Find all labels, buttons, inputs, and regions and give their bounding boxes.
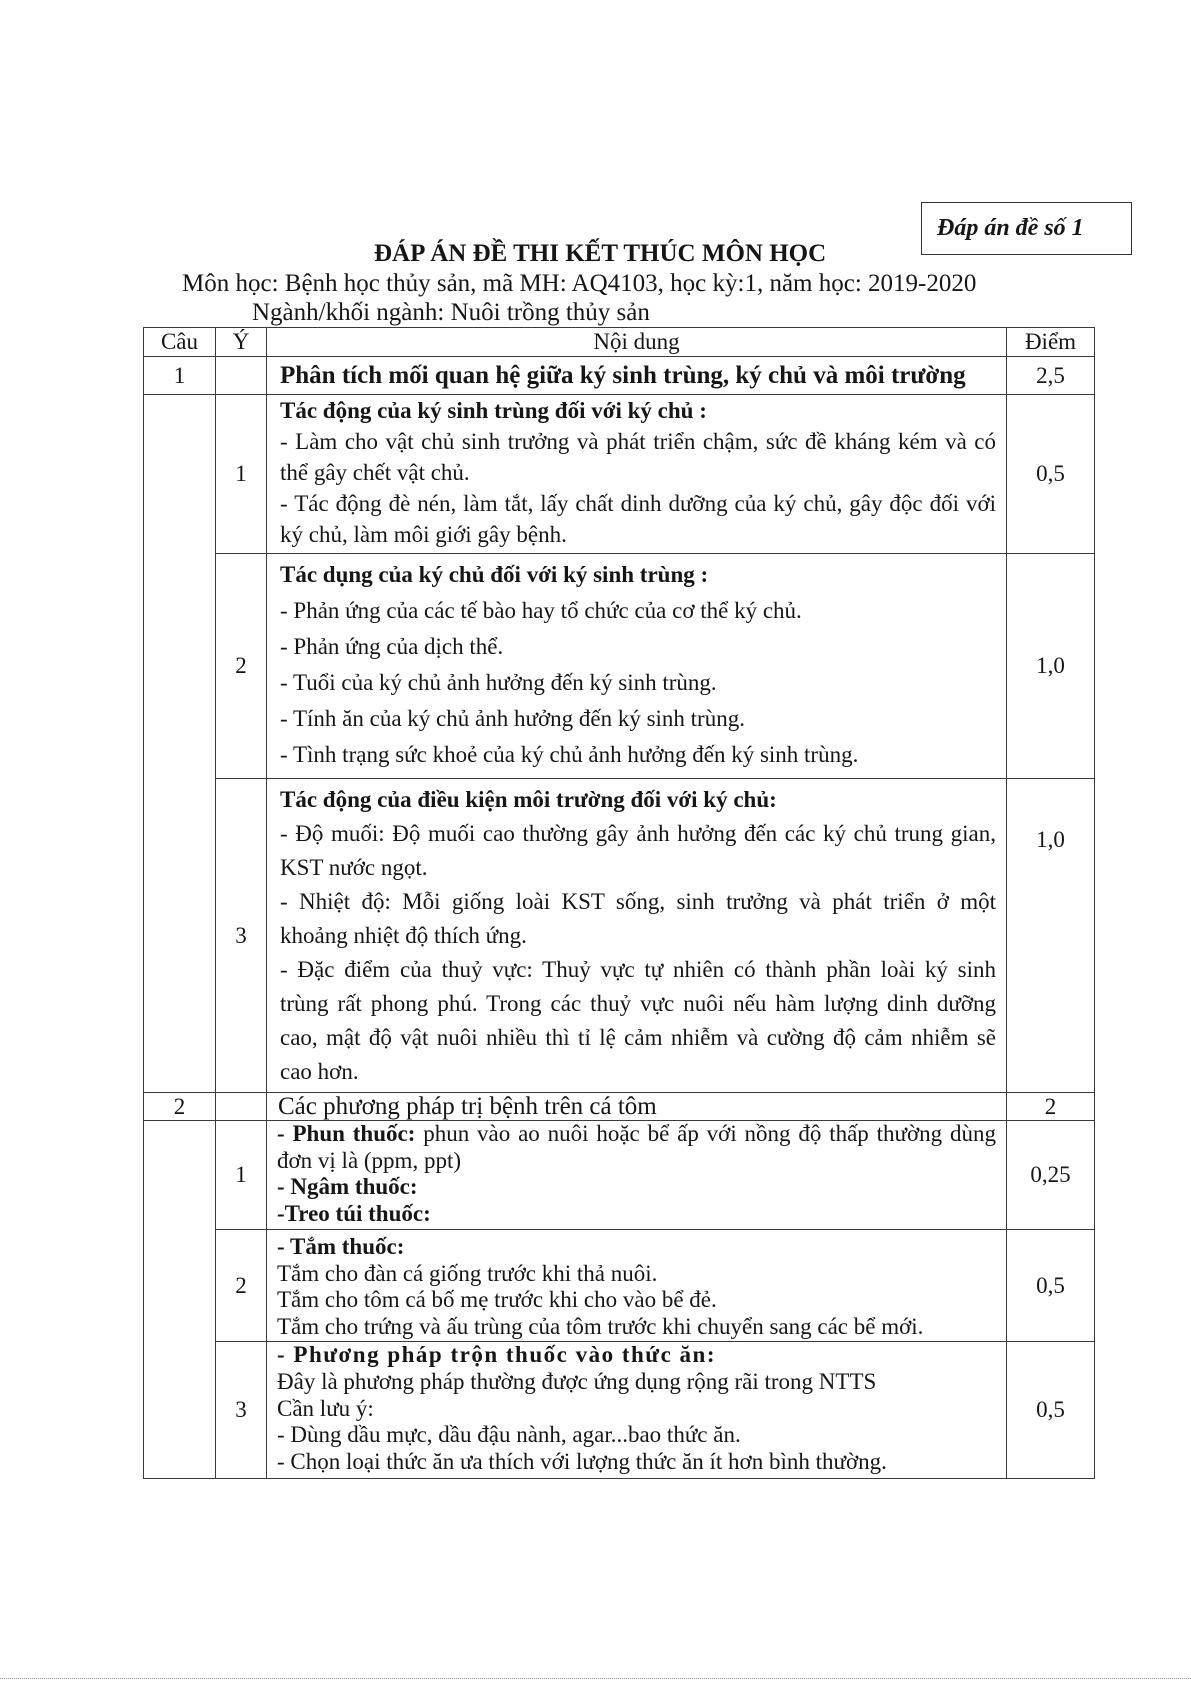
item-row [144,554,1095,779]
item-index: 3 [216,1342,267,1479]
method-description: phun vào ao nuôi hoặc bể ấp với nồng độ thấp thường dùng [415,1121,996,1146]
item-line: KST nước ngọt. [280,855,428,880]
item-row [144,395,1095,554]
item-row [144,779,1095,1093]
question-cell-merged [144,395,216,1093]
item-cell-empty [216,1093,267,1121]
item-line: - Độ muối: Độ muối cao thường gây ảnh hưởng đến các ký chủ trung gian, [280,821,996,846]
item-line: - Đặc điểm của thuỷ vực: Thuỷ vực tự nhiên có thành phần loài ký sinh [280,957,996,982]
item-line: cao hơn. [280,1059,359,1084]
item-line: - Tác động đè nén, làm tắt, lấy chất dinh dưỡng của ký chủ, gây độc đối với [280,491,996,516]
item-heading: - Tắm thuốc: [277,1234,405,1259]
item-content [267,554,1007,779]
item-row [144,1121,1095,1230]
major-info-line: Ngành/khối ngành: Nuôi trồng thủy sản [252,299,650,326]
question-title: Phân tích mối quan hệ giữa ký sinh trùng, ký chủ và môi trường [267,357,1007,395]
item-line: - Tính ăn của ký chủ ảnh hưởng đến ký sinh trùng. [280,706,745,731]
item-content [267,1342,1007,1479]
item-line: - Tình trạng sức khoẻ của ký chủ ảnh hưởng đến ký sinh trùng. [280,742,859,767]
item-content [267,395,1007,554]
item-heading: Tác động của điều kiện môi trường đối với ký chủ: [280,787,777,812]
item-score: 0,5 [1007,1230,1095,1342]
item-score: 1,0 [1007,779,1095,1093]
method-label: -Treo túi thuốc: [277,1200,431,1226]
question-row [144,357,1095,395]
item-index: 2 [216,1230,267,1342]
item-index: 1 [216,1121,267,1230]
course-info-line: Môn học: Bệnh học thủy sản, mã MH: AQ4103, học kỳ:1, năm học: 2019-2020 [182,270,977,297]
item-line: cao, mật độ vật nuôi nhiều thì tỉ lệ cảm nhiễm và cường độ cảm nhiễm sẽ [280,1025,996,1050]
item-line: Tắm cho đàn cá giống trước khi thả nuôi. [277,1260,658,1286]
item-line: Tắm cho trứng và ấu trùng của tôm trước khi chuyển sang các bể mới. [277,1313,924,1339]
item-index: 1 [216,395,267,554]
item-line: khoảng nhiệt độ thích ứng. [280,923,527,948]
header-question: Câu [144,328,216,357]
table-header-row [144,328,1095,357]
item-content [267,1121,1007,1230]
item-line: - Nhiệt độ: Mỗi giống loài KST sống, sinh trưởng và phát triển ở một [280,889,996,914]
item-line: Đây là phương pháp thường được ứng dụng rộng rãi trong NTTS [277,1368,877,1394]
item-line: đơn vị là (ppm, ppt) [277,1147,461,1173]
item-row [144,1230,1095,1342]
item-score: 0,25 [1007,1121,1095,1230]
item-heading: Tác động của ký sinh trùng đối với ký chủ : [280,398,707,423]
item-line: Cần lưu ý: [277,1395,374,1421]
question-row [144,1093,1095,1121]
item-line: trùng rất phong phú. Trong các thuỷ vực nuôi nếu hàm lượng dinh dưỡng [280,991,996,1016]
item-score: 1,0 [1007,554,1095,779]
item-score: 0,5 [1007,395,1095,554]
item-line: - Dùng dầu mực, dầu đậu nành, agar...bao thức ăn. [277,1422,741,1448]
question-number: 2 [144,1093,216,1121]
answer-key-label-box: Đáp án đề số 1 [921,202,1132,255]
item-content [267,779,1007,1093]
question-cell-merged [144,1121,216,1479]
item-line: Tắm cho tôm cá bố mẹ trước khi cho vào bể đẻ. [277,1287,717,1312]
item-cell-empty [216,357,267,395]
item-content [267,1230,1007,1342]
item-heading: Tác dụng của ký chủ đối với ký sinh trùng : [280,562,709,587]
item-index: 3 [216,779,267,1093]
item-row [144,1342,1095,1479]
question-title: Các phương pháp trị bệnh trên cá tôm [267,1093,1007,1121]
answer-table [143,327,1095,1479]
question-number: 1 [144,357,216,395]
question-score: 2,5 [1007,357,1095,395]
item-line: - Phản ứng của các tế bào hay tổ chức của cơ thể ký chủ. [280,598,802,623]
item-line: thể gây chết vật chủ. [280,460,470,485]
item-line: - Chọn loại thức ăn ưa thích với lượng thức ăn ít hơn bình thường. [277,1449,887,1475]
item-line: - Làm cho vật chủ sinh trưởng và phát triển chậm, sức đề kháng kém và có [280,429,996,454]
document-title: ĐÁP ÁN ĐỀ THI KẾT THÚC MÔN HỌC [374,240,827,267]
item-index: 2 [216,554,267,779]
header-score: Điểm [1007,328,1095,357]
header-item: Ý [216,328,267,357]
item-line: ký chủ, làm môi giới gây bệnh. [280,522,567,547]
item-line: - Phản ứng của dịch thể. [280,634,504,659]
question-score: 2 [1007,1093,1095,1121]
item-line: - Tuổi của ký chủ ảnh hưởng đến ký sinh trùng. [280,670,717,695]
item-heading: - Phương pháp trộn thuốc vào thức ăn: [277,1342,716,1367]
item-score: 0,5 [1007,1342,1095,1479]
item-line [277,1121,996,1148]
method-label: - Phun thuốc: [277,1121,416,1146]
scan-edge-line [0,1678,1191,1679]
header-content: Nội dung [267,328,1007,357]
method-label: - Ngâm thuốc: [277,1174,418,1199]
